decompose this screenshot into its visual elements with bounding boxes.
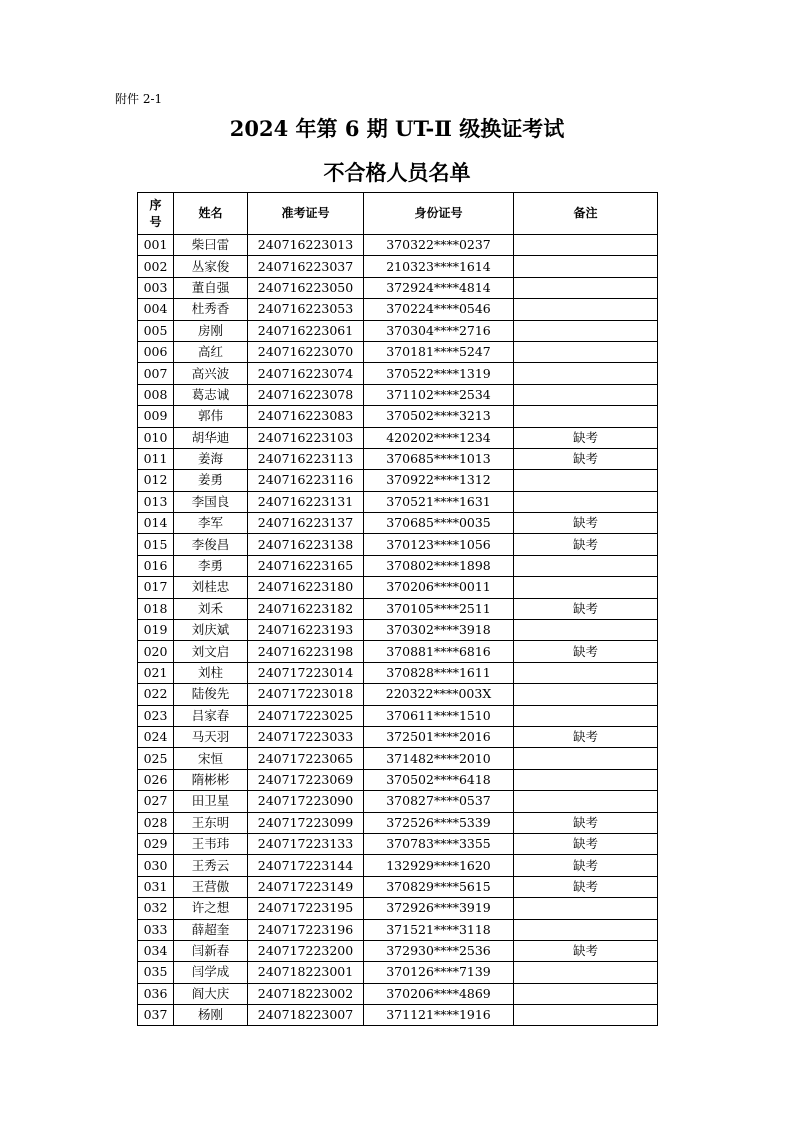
id-number-cell: 370123****1056 xyxy=(364,534,514,555)
table-row xyxy=(138,919,658,940)
exam-number-cell: 240716223116 xyxy=(248,470,364,491)
remark-cell xyxy=(514,705,658,726)
remark-cell: 缺考 xyxy=(514,855,658,876)
name-cell: 闫学成 xyxy=(174,962,248,983)
name-cell: 陆俊先 xyxy=(174,684,248,705)
remark-cell xyxy=(514,769,658,790)
exam-number-cell: 240717223069 xyxy=(248,769,364,790)
id-number-cell: 370802****1898 xyxy=(364,555,514,576)
id-number-cell: 372501****2016 xyxy=(364,726,514,747)
header-exam-number: 准考证号 xyxy=(248,193,364,235)
name-cell: 杨刚 xyxy=(174,1005,248,1026)
id-number-cell: 370126****7139 xyxy=(364,962,514,983)
remark-cell xyxy=(514,684,658,705)
id-number-cell: 370224****0546 xyxy=(364,299,514,320)
exam-number-cell: 240718223002 xyxy=(248,983,364,1004)
seq-cell: 024 xyxy=(138,726,174,747)
table-row xyxy=(138,705,658,726)
id-number-cell: 220322****003X xyxy=(364,684,514,705)
table-row xyxy=(138,491,658,512)
remark-cell xyxy=(514,983,658,1004)
remark-cell: 缺考 xyxy=(514,833,658,854)
exam-number-cell: 240716223182 xyxy=(248,598,364,619)
id-number-cell: 372930****2536 xyxy=(364,940,514,961)
id-number-cell: 371482****2010 xyxy=(364,748,514,769)
table-row xyxy=(138,320,658,341)
name-cell: 姜海 xyxy=(174,448,248,469)
seq-cell: 023 xyxy=(138,705,174,726)
remark-cell xyxy=(514,1005,658,1026)
seq-cell: 003 xyxy=(138,277,174,298)
id-number-cell: 370322****0237 xyxy=(364,235,514,256)
seq-cell: 035 xyxy=(138,962,174,983)
table-row xyxy=(138,406,658,427)
id-number-cell: 370206****4869 xyxy=(364,983,514,1004)
seq-cell: 016 xyxy=(138,555,174,576)
table-row xyxy=(138,898,658,919)
table-row xyxy=(138,577,658,598)
table-row xyxy=(138,256,658,277)
remark-cell xyxy=(514,470,658,491)
exam-number-cell: 240716223137 xyxy=(248,513,364,534)
table-row xyxy=(138,641,658,662)
name-cell: 王韦玮 xyxy=(174,833,248,854)
exam-number-cell: 240716223138 xyxy=(248,534,364,555)
id-number-cell: 370206****0011 xyxy=(364,577,514,598)
remark-cell xyxy=(514,299,658,320)
remark-cell: 缺考 xyxy=(514,641,658,662)
table-row xyxy=(138,769,658,790)
remark-cell xyxy=(514,620,658,641)
name-cell: 胡华迪 xyxy=(174,427,248,448)
id-number-cell: 370502****3213 xyxy=(364,406,514,427)
name-cell: 丛家俊 xyxy=(174,256,248,277)
remark-cell: 缺考 xyxy=(514,427,658,448)
id-number-cell: 370828****1611 xyxy=(364,662,514,683)
exam-number-cell: 240716223083 xyxy=(248,406,364,427)
exam-number-cell: 240717223133 xyxy=(248,833,364,854)
name-cell: 王东明 xyxy=(174,812,248,833)
id-number-cell: 370922****1312 xyxy=(364,470,514,491)
table-row xyxy=(138,427,658,448)
header-seq: 序号 xyxy=(138,193,174,235)
table-row xyxy=(138,620,658,641)
name-cell: 刘庆斌 xyxy=(174,620,248,641)
seq-cell: 030 xyxy=(138,855,174,876)
table-row xyxy=(138,726,658,747)
table-row xyxy=(138,940,658,961)
name-cell: 李军 xyxy=(174,513,248,534)
id-number-cell: 372526****5339 xyxy=(364,812,514,833)
exam-number-cell: 240717223149 xyxy=(248,876,364,897)
name-cell: 薛超奎 xyxy=(174,919,248,940)
table-row xyxy=(138,812,658,833)
seq-cell: 015 xyxy=(138,534,174,555)
name-cell: 田卫星 xyxy=(174,791,248,812)
remark-cell xyxy=(514,791,658,812)
exam-number-cell: 240718223007 xyxy=(248,1005,364,1026)
table-row xyxy=(138,235,658,256)
seq-cell: 031 xyxy=(138,876,174,897)
remark-cell: 缺考 xyxy=(514,812,658,833)
exam-number-cell: 240716223074 xyxy=(248,363,364,384)
table-row xyxy=(138,855,658,876)
remark-cell xyxy=(514,748,658,769)
id-number-cell: 370829****5615 xyxy=(364,876,514,897)
name-cell: 刘桂忠 xyxy=(174,577,248,598)
exam-number-cell: 240716223180 xyxy=(248,577,364,598)
id-number-cell: 132929****1620 xyxy=(364,855,514,876)
table-row xyxy=(138,277,658,298)
name-cell: 闫新春 xyxy=(174,940,248,961)
id-number-cell: 370685****0035 xyxy=(364,513,514,534)
id-number-cell: 370304****2716 xyxy=(364,320,514,341)
id-number-cell: 370181****5247 xyxy=(364,341,514,362)
exam-number-cell: 240716223050 xyxy=(248,277,364,298)
remark-cell: 缺考 xyxy=(514,513,658,534)
seq-cell: 007 xyxy=(138,363,174,384)
exam-number-cell: 240717223014 xyxy=(248,662,364,683)
remark-cell xyxy=(514,277,658,298)
name-cell: 董自强 xyxy=(174,277,248,298)
exam-number-cell: 240717223033 xyxy=(248,726,364,747)
seq-cell: 026 xyxy=(138,769,174,790)
id-number-cell: 210323****1614 xyxy=(364,256,514,277)
seq-cell: 020 xyxy=(138,641,174,662)
seq-cell: 025 xyxy=(138,748,174,769)
remark-cell xyxy=(514,962,658,983)
seq-cell: 005 xyxy=(138,320,174,341)
seq-cell: 011 xyxy=(138,448,174,469)
name-cell: 柴曰雷 xyxy=(174,235,248,256)
remark-cell xyxy=(514,363,658,384)
id-number-cell: 370502****6418 xyxy=(364,769,514,790)
table-row xyxy=(138,876,658,897)
remark-cell xyxy=(514,320,658,341)
remark-cell: 缺考 xyxy=(514,876,658,897)
id-number-cell: 370302****3918 xyxy=(364,620,514,641)
remark-cell: 缺考 xyxy=(514,534,658,555)
header-remark: 备注 xyxy=(514,193,658,235)
exam-number-cell: 240717223018 xyxy=(248,684,364,705)
exam-number-cell: 240717223144 xyxy=(248,855,364,876)
seq-cell: 022 xyxy=(138,684,174,705)
remark-cell xyxy=(514,256,658,277)
name-cell: 姜勇 xyxy=(174,470,248,491)
seq-cell: 021 xyxy=(138,662,174,683)
name-cell: 许之想 xyxy=(174,898,248,919)
remark-cell xyxy=(514,384,658,405)
name-cell: 马天羽 xyxy=(174,726,248,747)
id-number-cell: 371521****3118 xyxy=(364,919,514,940)
seq-cell: 036 xyxy=(138,983,174,1004)
document-title: 2024 年第 6 期 UT-Ⅱ 级换证考试 xyxy=(229,116,565,141)
id-number-cell: 370881****6816 xyxy=(364,641,514,662)
id-number-cell: 370521****1631 xyxy=(364,491,514,512)
document-subtitle: 不合格人员名单 xyxy=(323,160,471,185)
exam-number-cell: 240717223025 xyxy=(248,705,364,726)
id-number-cell: 370783****3355 xyxy=(364,833,514,854)
seq-cell: 004 xyxy=(138,299,174,320)
table-row xyxy=(138,983,658,1004)
remark-cell: 缺考 xyxy=(514,726,658,747)
seq-cell: 017 xyxy=(138,577,174,598)
exam-number-cell: 240716223103 xyxy=(248,427,364,448)
name-cell: 隋彬彬 xyxy=(174,769,248,790)
remark-cell xyxy=(514,235,658,256)
table-row xyxy=(138,363,658,384)
remark-cell: 缺考 xyxy=(514,940,658,961)
exam-number-cell: 240717223200 xyxy=(248,940,364,961)
remark-cell xyxy=(514,577,658,598)
seq-cell: 014 xyxy=(138,513,174,534)
name-cell: 阎大庆 xyxy=(174,983,248,1004)
table-row xyxy=(138,470,658,491)
seq-cell: 034 xyxy=(138,940,174,961)
name-cell: 刘禾 xyxy=(174,598,248,619)
exam-number-cell: 240716223070 xyxy=(248,341,364,362)
remark-cell xyxy=(514,555,658,576)
name-cell: 杜秀香 xyxy=(174,299,248,320)
table-row xyxy=(138,555,658,576)
exam-number-cell: 240716223113 xyxy=(248,448,364,469)
id-number-cell: 370105****2511 xyxy=(364,598,514,619)
table-row xyxy=(138,513,658,534)
seq-cell: 008 xyxy=(138,384,174,405)
name-cell: 王营傲 xyxy=(174,876,248,897)
exam-number-cell: 240716223013 xyxy=(248,235,364,256)
seq-cell: 029 xyxy=(138,833,174,854)
table-row xyxy=(138,833,658,854)
name-cell: 宋恒 xyxy=(174,748,248,769)
id-number-cell: 370522****1319 xyxy=(364,363,514,384)
seq-cell: 032 xyxy=(138,898,174,919)
remark-cell: 缺考 xyxy=(514,448,658,469)
id-number-cell: 372924****4814 xyxy=(364,277,514,298)
exam-number-cell: 240716223061 xyxy=(248,320,364,341)
name-cell: 高红 xyxy=(174,341,248,362)
exam-number-cell: 240716223078 xyxy=(248,384,364,405)
exam-number-cell: 240718223001 xyxy=(248,962,364,983)
name-cell: 李国良 xyxy=(174,491,248,512)
exam-number-cell: 240716223053 xyxy=(248,299,364,320)
seq-cell: 012 xyxy=(138,470,174,491)
exam-number-cell: 240717223099 xyxy=(248,812,364,833)
name-cell: 刘柱 xyxy=(174,662,248,683)
exam-number-cell: 240716223131 xyxy=(248,491,364,512)
seq-cell: 010 xyxy=(138,427,174,448)
seq-cell: 013 xyxy=(138,491,174,512)
remark-cell xyxy=(514,491,658,512)
exam-number-cell: 240716223165 xyxy=(248,555,364,576)
id-number-cell: 371121****1916 xyxy=(364,1005,514,1026)
table-row xyxy=(138,598,658,619)
table-row xyxy=(138,1005,658,1026)
id-number-cell: 371102****2534 xyxy=(364,384,514,405)
name-cell: 王秀云 xyxy=(174,855,248,876)
name-cell: 郭伟 xyxy=(174,406,248,427)
exam-number-cell: 240717223196 xyxy=(248,919,364,940)
table-row xyxy=(138,791,658,812)
exam-number-cell: 240716223198 xyxy=(248,641,364,662)
remark-cell xyxy=(514,662,658,683)
remark-cell xyxy=(514,341,658,362)
exam-number-cell: 240717223195 xyxy=(248,898,364,919)
exam-number-cell: 240716223037 xyxy=(248,256,364,277)
exam-number-cell: 240717223065 xyxy=(248,748,364,769)
table-header-row xyxy=(138,193,658,235)
remark-cell: 缺考 xyxy=(514,598,658,619)
id-number-cell: 420202****1234 xyxy=(364,427,514,448)
id-number-cell: 372926****3919 xyxy=(364,898,514,919)
seq-cell: 018 xyxy=(138,598,174,619)
exam-number-cell: 240716223193 xyxy=(248,620,364,641)
name-cell: 房刚 xyxy=(174,320,248,341)
table-row xyxy=(138,748,658,769)
seq-cell: 019 xyxy=(138,620,174,641)
name-cell: 吕家春 xyxy=(174,705,248,726)
table-row xyxy=(138,448,658,469)
name-cell: 李勇 xyxy=(174,555,248,576)
table-row xyxy=(138,684,658,705)
name-cell: 刘文启 xyxy=(174,641,248,662)
seq-cell: 001 xyxy=(138,235,174,256)
attachment-label: 附件 2-1 xyxy=(115,92,163,106)
seq-cell: 027 xyxy=(138,791,174,812)
remark-cell xyxy=(514,919,658,940)
table-row xyxy=(138,962,658,983)
name-cell: 高兴波 xyxy=(174,363,248,384)
seq-cell: 002 xyxy=(138,256,174,277)
remark-cell xyxy=(514,898,658,919)
table-row xyxy=(138,534,658,555)
name-cell: 葛志诚 xyxy=(174,384,248,405)
seq-cell: 028 xyxy=(138,812,174,833)
id-number-cell: 370685****1013 xyxy=(364,448,514,469)
table-row xyxy=(138,299,658,320)
header-name: 姓名 xyxy=(174,193,248,235)
failed-candidates-table xyxy=(137,192,658,1026)
id-number-cell: 370611****1510 xyxy=(364,705,514,726)
seq-cell: 009 xyxy=(138,406,174,427)
table-row xyxy=(138,341,658,362)
name-cell: 李俊昌 xyxy=(174,534,248,555)
remark-cell xyxy=(514,406,658,427)
header-id-number: 身份证号 xyxy=(364,193,514,235)
seq-cell: 037 xyxy=(138,1005,174,1026)
seq-cell: 006 xyxy=(138,341,174,362)
table-row xyxy=(138,662,658,683)
table-row xyxy=(138,384,658,405)
seq-cell: 033 xyxy=(138,919,174,940)
exam-number-cell: 240717223090 xyxy=(248,791,364,812)
id-number-cell: 370827****0537 xyxy=(364,791,514,812)
